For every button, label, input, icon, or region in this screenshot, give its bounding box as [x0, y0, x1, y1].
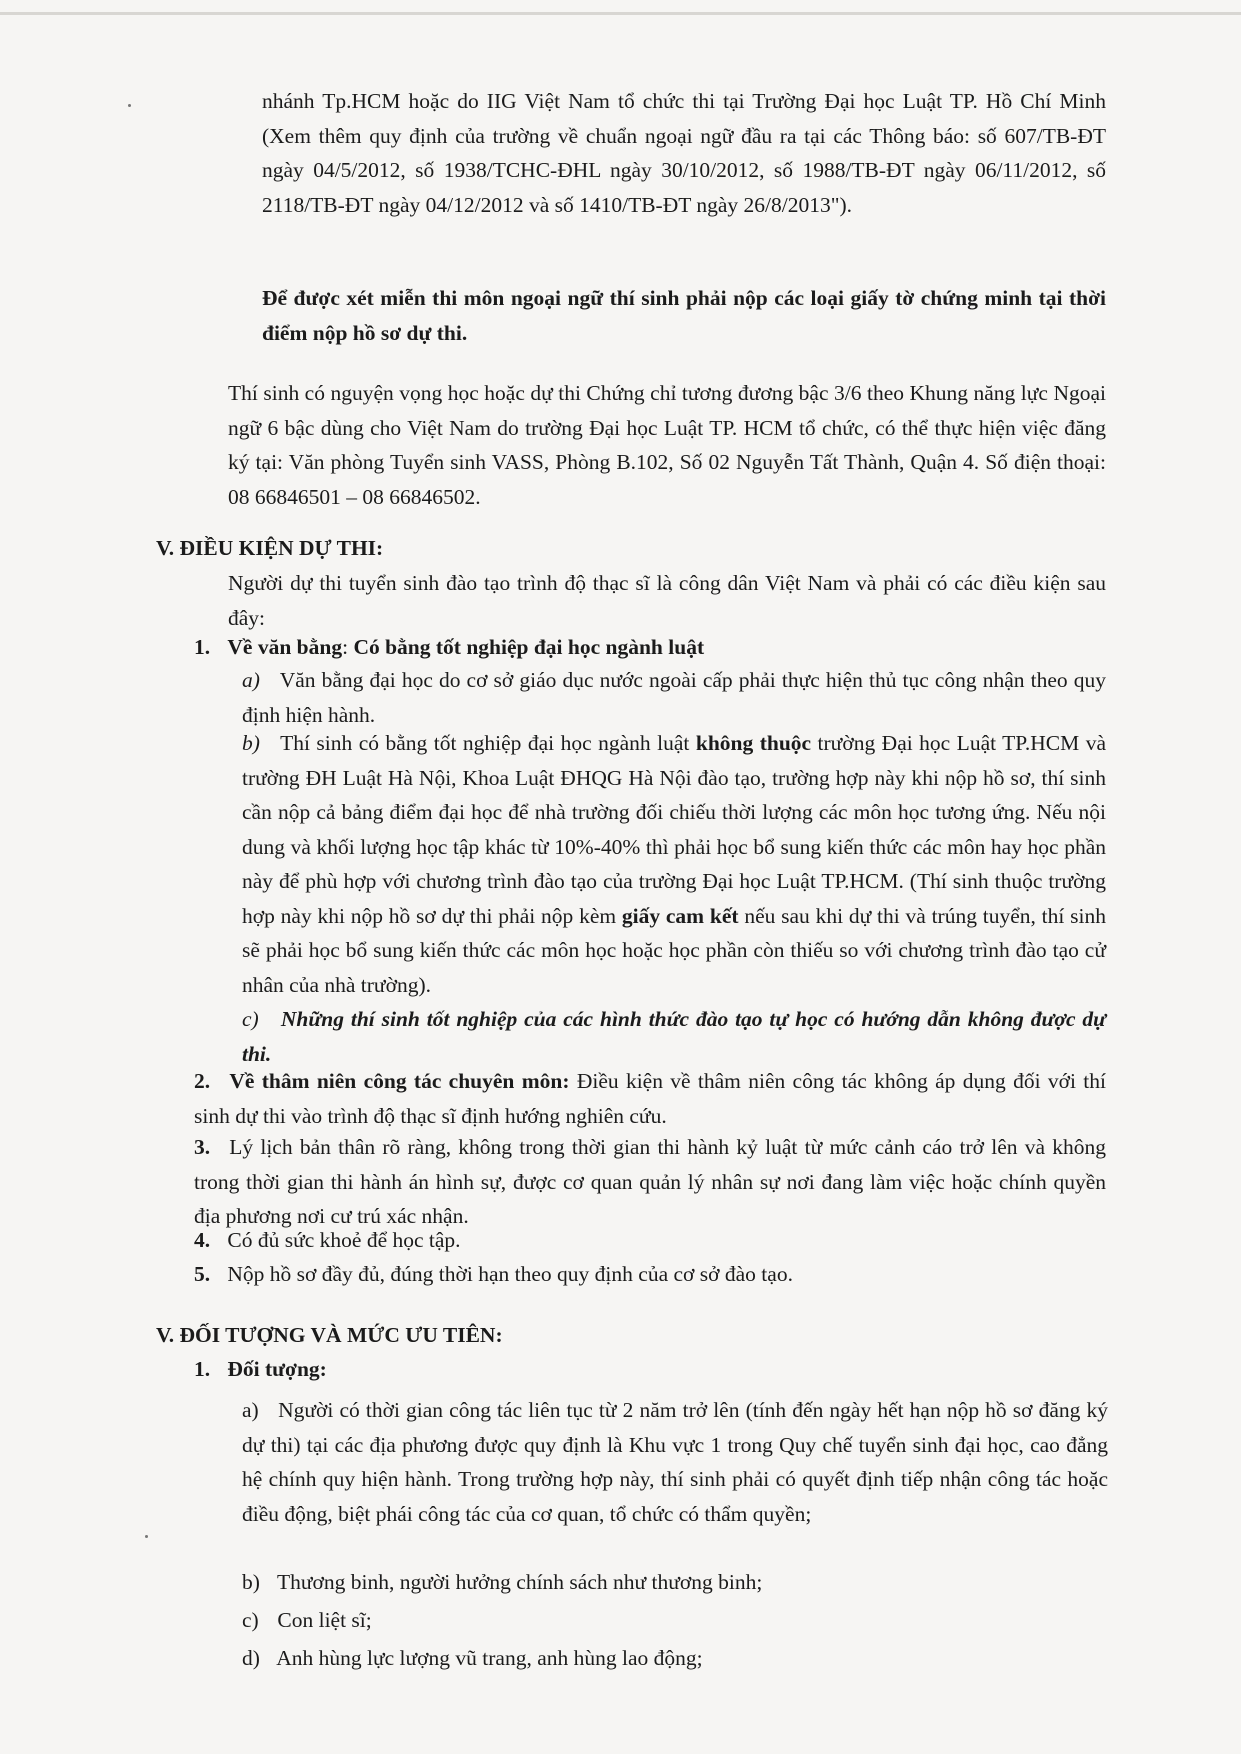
item-text: Có bằng tốt nghiệp đại học ngành luật — [348, 635, 705, 659]
item-label: Về văn bằng — [227, 635, 343, 659]
subitem-text: Những thí sinh tốt nghiệp của các hình thức đào tạo tự học có hướng dẫn không được dự thi. — [242, 1007, 1107, 1066]
priority-subheading — [194, 1352, 1094, 1387]
subitem-bold-1: không thuộc — [695, 731, 812, 755]
condition-item-1a — [242, 663, 1106, 732]
condition-item-1 — [194, 630, 1106, 665]
scan-speck — [128, 104, 131, 107]
subitem-text-3: nếu sau khi dự thi và trúng tuyển, thí sinh sẽ phải học bổ sung kiến thức các môn học hoặc học phần còn thiếu so với chương trình đào tạo cử nhân của nhà trường). — [242, 903, 1106, 997]
conditions-intro: Người dự thi tuyển sinh đào tạo trình độ thạc sĩ là công dân Việt Nam và phải có các điều kiện sau đây: — [228, 571, 1106, 630]
condition-item-3 — [194, 1130, 1106, 1234]
item-number: 3. — [194, 1135, 211, 1159]
condition-item-4 — [194, 1223, 1106, 1258]
condition-item-2 — [194, 1064, 1106, 1133]
item-label: Về thâm niên công tác chuyên môn: — [229, 1069, 570, 1093]
section-heading-conditions: V. ĐIỀU KIỆN DỰ THI: — [156, 536, 384, 560]
subitem-label: b) — [242, 1570, 260, 1594]
item-text: Lý lịch bản thân rõ ràng, không trong thời gian thi hành kỷ luật từ mức cảnh cáo trở lên và không trong thời gian thi hành án hình sự, được cơ quan quản lý nhân sự nơi đang làm việc hoặc chính quyền địa phương nơi cư trú xác nhận. — [194, 1135, 1107, 1228]
subheading-label: Đối tượng: — [227, 1357, 327, 1381]
priority-item-d — [242, 1641, 1108, 1676]
condition-item-1b — [242, 726, 1106, 1002]
condition-item-5 — [194, 1257, 1106, 1292]
item-text: Nộp hồ sơ đầy đủ, đúng thời hạn theo quy định của cơ sở đào tạo. — [227, 1262, 793, 1286]
priority-item-a — [242, 1393, 1108, 1531]
item-number: 2. — [194, 1069, 211, 1093]
item-text: Điều kiện về thâm niên công tác không áp dụng đối với thí sinh dự thi vào trình độ thạc sĩ định hướng nghiên cứu. — [194, 1069, 1106, 1128]
subitem-label: b) — [242, 731, 260, 755]
condition-item-1c — [242, 1002, 1106, 1071]
item-number: 1. — [194, 635, 211, 659]
scan-speck — [145, 1535, 148, 1538]
scan-edge — [0, 12, 1241, 15]
subitem-label: c) — [242, 1608, 259, 1632]
item-number: 1. — [194, 1357, 211, 1381]
subitem-bold-2: giấy cam kết — [621, 903, 739, 928]
subitem-label: c) — [242, 1007, 259, 1031]
intro-paragraph: nhánh Tp.HCM hoặc do IIG Việt Nam tổ chức thi tại Trường Đại học Luật TP. Hồ Chí Minh (Xem thêm quy định của trường về chuẩn ngoại ngữ đầu ra tại các Thông báo: số 607/TB-ĐT ngày 04/5/2012, số 1938/TCHC-ĐHL ngày 30/10/2012, số 1988/TB-ĐT ngày 06/11/2012, số 2118/TB-ĐT ngày 04/12/2012 và số 1410/TB-ĐT ngày 26/8/2013"). — [262, 89, 1106, 217]
subitem-text: Con liệt sĩ; — [277, 1608, 372, 1632]
subitem-label: a) — [242, 1398, 259, 1422]
exemption-note: Để được xét miễn thi môn ngoại ngữ thí sinh phải nộp các loại giấy tờ chứng minh tại thời điểm nộp hồ sơ dự thi. — [262, 286, 1106, 345]
item-number: 5. — [194, 1262, 211, 1286]
registration-info: Thí sinh có nguyện vọng học hoặc dự thi Chứng chỉ tương đương bậc 3/6 theo Khung năng lực Ngoại ngữ 6 bậc dùng cho Việt Nam do trường Đại học Luật TP. HCM tổ chức, có thể thực hiện việc đăng ký tại: Văn phòng Tuyển sinh VASS, Phòng B.102, Số 02 Nguyễn Tất Thành, Quận 4. Số điện thoại: 08 66846501 – 08 66846502. — [228, 381, 1106, 509]
item-text: Có đủ sức khoẻ để học tập. — [227, 1228, 461, 1252]
section-heading-priority: V. ĐỐI TƯỢNG VÀ MỨC ƯU TIÊN: — [156, 1323, 503, 1347]
subitem-text: Văn bằng đại học do cơ sở giáo dục nước ngoài cấp phải thực hiện thủ tục công nhận theo quy định hiện hành. — [242, 668, 1106, 727]
subitem-text: Anh hùng lực lượng vũ trang, anh hùng lao động; — [276, 1646, 703, 1670]
subitem-label: a) — [242, 668, 260, 692]
item-label-colon: : — [342, 635, 349, 659]
item-number: 4. — [194, 1228, 211, 1252]
priority-item-c — [242, 1603, 1108, 1638]
subitem-label: d) — [242, 1646, 260, 1670]
subitem-text-2: trường Đại học Luật TP.HCM và trường ĐH Luật Hà Nội, Khoa Luật ĐHQG Hà Nội đào tạo, trường hợp này khi nộp hồ sơ, thí sinh cần nộp cả bảng điểm đại học để nhà trường đối chiếu thời lượng các môn học tương ứng. Nếu nội dung và khối lượng học tập khác từ 10%-40% thì phải học bổ sung kiến thức các môn hay học phần này để phù hợp với chương trình đào tạo của trường Đại học Luật TP.HCM. (Thí sinh thuộc trường hợp này khi nộp hồ sơ dự thi phải nộp kèm — [242, 731, 1106, 928]
priority-item-b — [242, 1565, 1108, 1600]
subitem-text-1: Thí sinh có bằng tốt nghiệp đại học ngành luật — [280, 731, 696, 755]
subitem-text: Người có thời gian công tác liên tục từ 2 năm trở lên (tính đến ngày hết hạn nộp hồ sơ đăng ký dự thi) tại các địa phương được quy định là Khu vực 1 trong Quy chế tuyển sinh đại học, cao đẳng hệ chính quy hiện hành. Trong trường hợp này, thí sinh phải có quyết định tiếp nhận công tác hoặc điều động, biệt phái công tác của cơ quan, tổ chức có thẩm quyền; — [242, 1398, 1109, 1526]
subitem-text: Thương binh, người hưởng chính sách như thương binh; — [277, 1570, 763, 1594]
